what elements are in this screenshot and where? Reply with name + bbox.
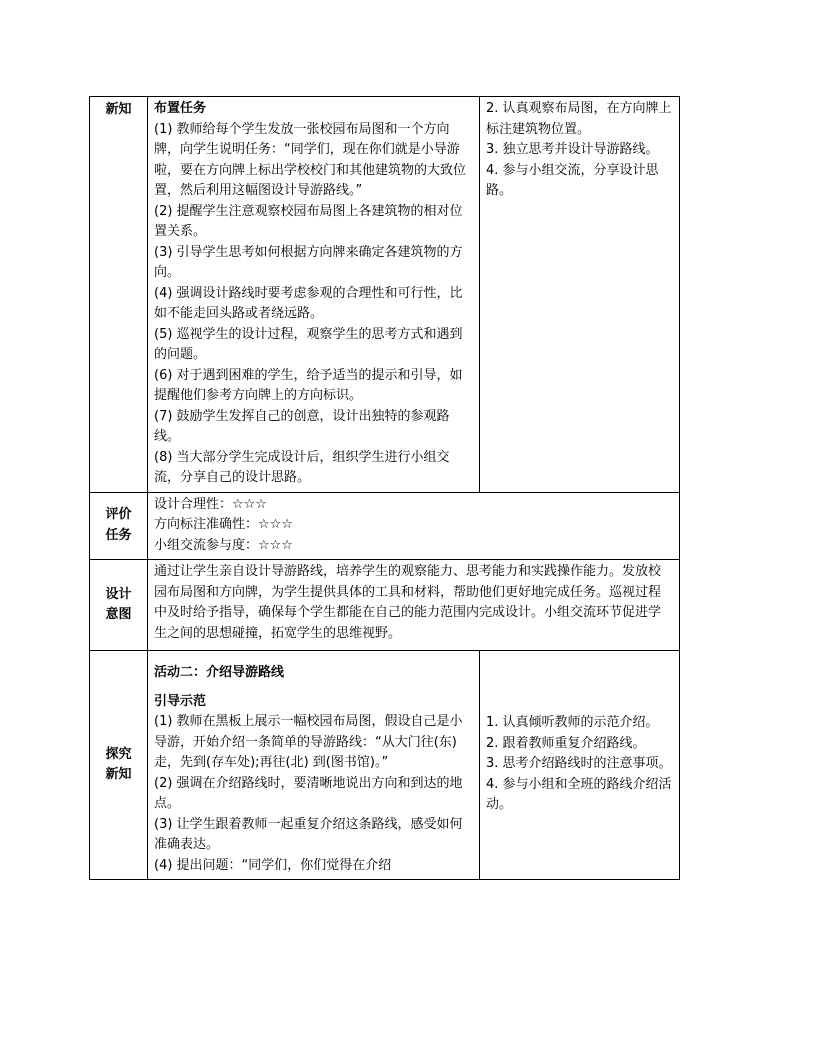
student-activity-cell [480, 97, 680, 493]
row-new-knowledge [90, 97, 680, 493]
teacher-step: (3) 引导学生思考如何根据方向牌来确定各建筑物的方向。 [154, 244, 463, 280]
evaluation-cell [148, 492, 680, 560]
student-step: 4. 参与小组和全班的路线介绍活动。 [486, 776, 672, 813]
row-design-intent [90, 560, 680, 651]
student-step: 4. 参与小组交流，分享设计思路。 [486, 162, 659, 198]
evaluation-item: 小组交流参与度：☆☆☆ [154, 537, 293, 553]
teacher-step: (6) 对于遇到困难的学生，给予适当的提示和引导，如提醒他们参考方向牌上的方向标识。 [154, 367, 463, 403]
activity-title: 活动二：介绍导游路线 [154, 665, 285, 680]
student-step: 2. 跟着教师重复介绍路线。 [486, 735, 646, 751]
teacher-step: (2) 提醒学生注意观察校园布局图上各建筑物的相对位置关系。 [154, 203, 463, 239]
student-activity-cell [480, 651, 680, 880]
teacher-activity-cell [148, 97, 480, 493]
teacher-step: (7) 鼓励学生发挥自己的创意，设计出独特的参观路线。 [154, 408, 450, 444]
teacher-step: (3) 让学生跟着教师一起重复介绍这条路线，感受如何准确表达。 [154, 816, 463, 852]
lesson-plan-table [89, 96, 680, 880]
row-evaluation-task [90, 492, 680, 560]
row-header-new-knowledge: 新知 [90, 97, 148, 493]
teacher-step: (4) 提出问题：“同学们，你们觉得在介绍 [154, 857, 392, 873]
evaluation-item: 设计合理性：☆☆☆ [154, 496, 267, 512]
row-explore-new-knowledge [90, 651, 680, 880]
row-header-explore: 探究新知 [90, 651, 148, 880]
student-step: 2. 认真观察布局图，在方向牌上标注建筑物位置。 [486, 101, 672, 137]
design-intent-cell [148, 560, 680, 651]
section-title-guided-demo: 引导示范 [154, 693, 207, 709]
row-header-evaluation: 评价任务 [90, 492, 148, 560]
evaluation-item: 方向标注准确性：☆☆☆ [154, 517, 293, 532]
teacher-step: (2) 强调在介绍路线时，要清晰地说出方向和到达的地点。 [154, 775, 463, 811]
student-step: 3. 独立思考并设计导游路线。 [486, 142, 659, 157]
teacher-step: (4) 强调设计路线时要考虑参观的合理性和可行性，比如不能走回头路或者绕远路。 [154, 285, 463, 321]
teacher-step: (1) 教师给每个学生发放一张校园布局图和一个方向牌，向学生说明任务：“同学们，现在你们就是小导游啦，要在方向牌上标出学校校门和其他建筑物的大致位置，然后利用这幅图设计导游路线。” [154, 121, 467, 198]
section-title-assign-task: 布置任务 [154, 101, 207, 116]
teacher-step: (5) 巡视学生的设计过程，观察学生的思考方式和遇到的问题。 [154, 326, 463, 362]
teacher-step: (1) 教师在黑板上展示一幅校园布局图，假设自己是小导游，开始介绍一条简单的导游路线：“从大门往(东)走，先到(存车处);再往(北) 到(图书馆)。” [154, 714, 463, 770]
student-step: 1. 认真倾听教师的示范介绍。 [486, 715, 659, 731]
teacher-activity-cell [148, 651, 480, 880]
student-step: 3. 思考介绍路线时的注意事项。 [486, 756, 672, 772]
row-header-design-intent: 设计意图 [90, 560, 148, 651]
teacher-step: (8) 当大部分学生完成设计后，组织学生进行小组交流，分享自己的设计思路。 [154, 449, 450, 485]
design-intent-text: 通过让学生亲自设计导游路线，培养学生的观察能力、思考能力和实践操作能力。发放校园布局图和方向牌，为学生提供具体的工具和材料，帮助他们更好地完成任务。巡视过程中及时给予指导，确保每个学生都能在自己的能力范围内完成设计。小组交流环节促进学生之间的思想碰撞，拓宽学生的思维视野。 [154, 564, 662, 641]
